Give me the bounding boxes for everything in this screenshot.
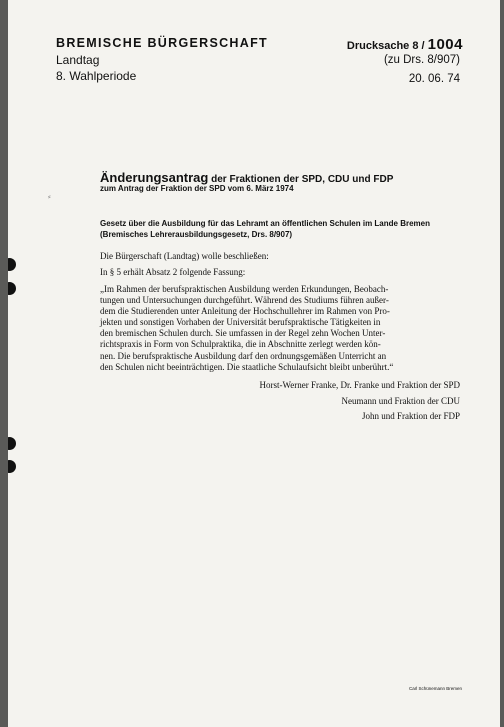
quote-line: richtspraxis in Form von Schulpraktika, die in Abschnitte zerlegt werden kön- [100,339,381,350]
paragraph-reference: In § 5 erhält Absatz 2 folgende Fassung: [100,267,246,277]
amendment-title [100,170,393,185]
quote-line: dem die Studierenden unter Anleitung der Hochschullehrer im Rahmen von Pro- [100,306,390,317]
amendment-title-main: Änderungsantrag [100,170,209,185]
punch-hole [8,258,16,271]
drucksache-label [347,36,463,53]
parliament-chamber: Landtag [56,53,100,67]
parliament-title: BREMISCHE BÜRGERSCHAFT [56,36,268,50]
quote-line: nen. Die berufspraktische Ausbildung darf den ordnungsgemäßen Unterricht an [100,350,387,361]
drucksache-date: 20. 06. 74 [408,73,460,85]
quote-line: den bremischen Schulen durch. Sie umfassen in der Regel zehn Wochen Unter- [100,328,386,339]
amendment-subtitle: zum Antrag der Fraktion der SPD vom 6. März 1974 [100,184,294,193]
legislative-period: 8. Wahlperiode [56,69,137,83]
punch-hole [8,282,16,295]
drucksache-reference: (zu Drs. 8/907) [383,54,460,66]
punch-hole [8,437,16,450]
drucksache-prefix: Drucksache 8 / [346,40,425,52]
printer-imprint: Carl Schünemann Bremen [408,686,462,691]
signature-fdp: John und Fraktion der FDP [361,411,460,421]
document-page [8,0,500,727]
quote-line: jekten und sonstigen Vorhaben der Universität berufspraktische Tätigkeiten in [100,317,381,328]
resolution-intro: Die Bürgerschaft (Landtag) wolle beschließen: [100,251,269,261]
quote-line: „Im Rahmen der berufspraktischen Ausbildung werden Erkundungen, Beobach- [100,284,389,294]
margin-mark: ⸗ [48,192,51,201]
signature-spd: Horst-Werner Franke, Dr. Franke und Fraktion der SPD [259,380,460,390]
punch-hole [8,460,16,473]
signature-cdu: Neumann und Fraktion der CDU [341,396,460,406]
amendment-title-suffix: der Fraktionen der SPD, CDU und FDP [211,174,394,185]
law-title: Gesetz über die Ausbildung für das Lehramt an öffentlichen Schulen im Lande Bremen (Bremisches Lehrerausbildungsgesetz, Drs. 8/907) [100,219,430,239]
quote-line: tungen und Untersuchungen durchgeführt. Während des Studiums führen außer- [100,295,389,306]
drucksache-number: 1004 [427,36,463,53]
amendment-quote [100,284,470,373]
quote-line: den Schulen nicht beeinträchtigen. Die staatliche Schulaufsicht bleibt unberührt.“ [100,361,394,372]
